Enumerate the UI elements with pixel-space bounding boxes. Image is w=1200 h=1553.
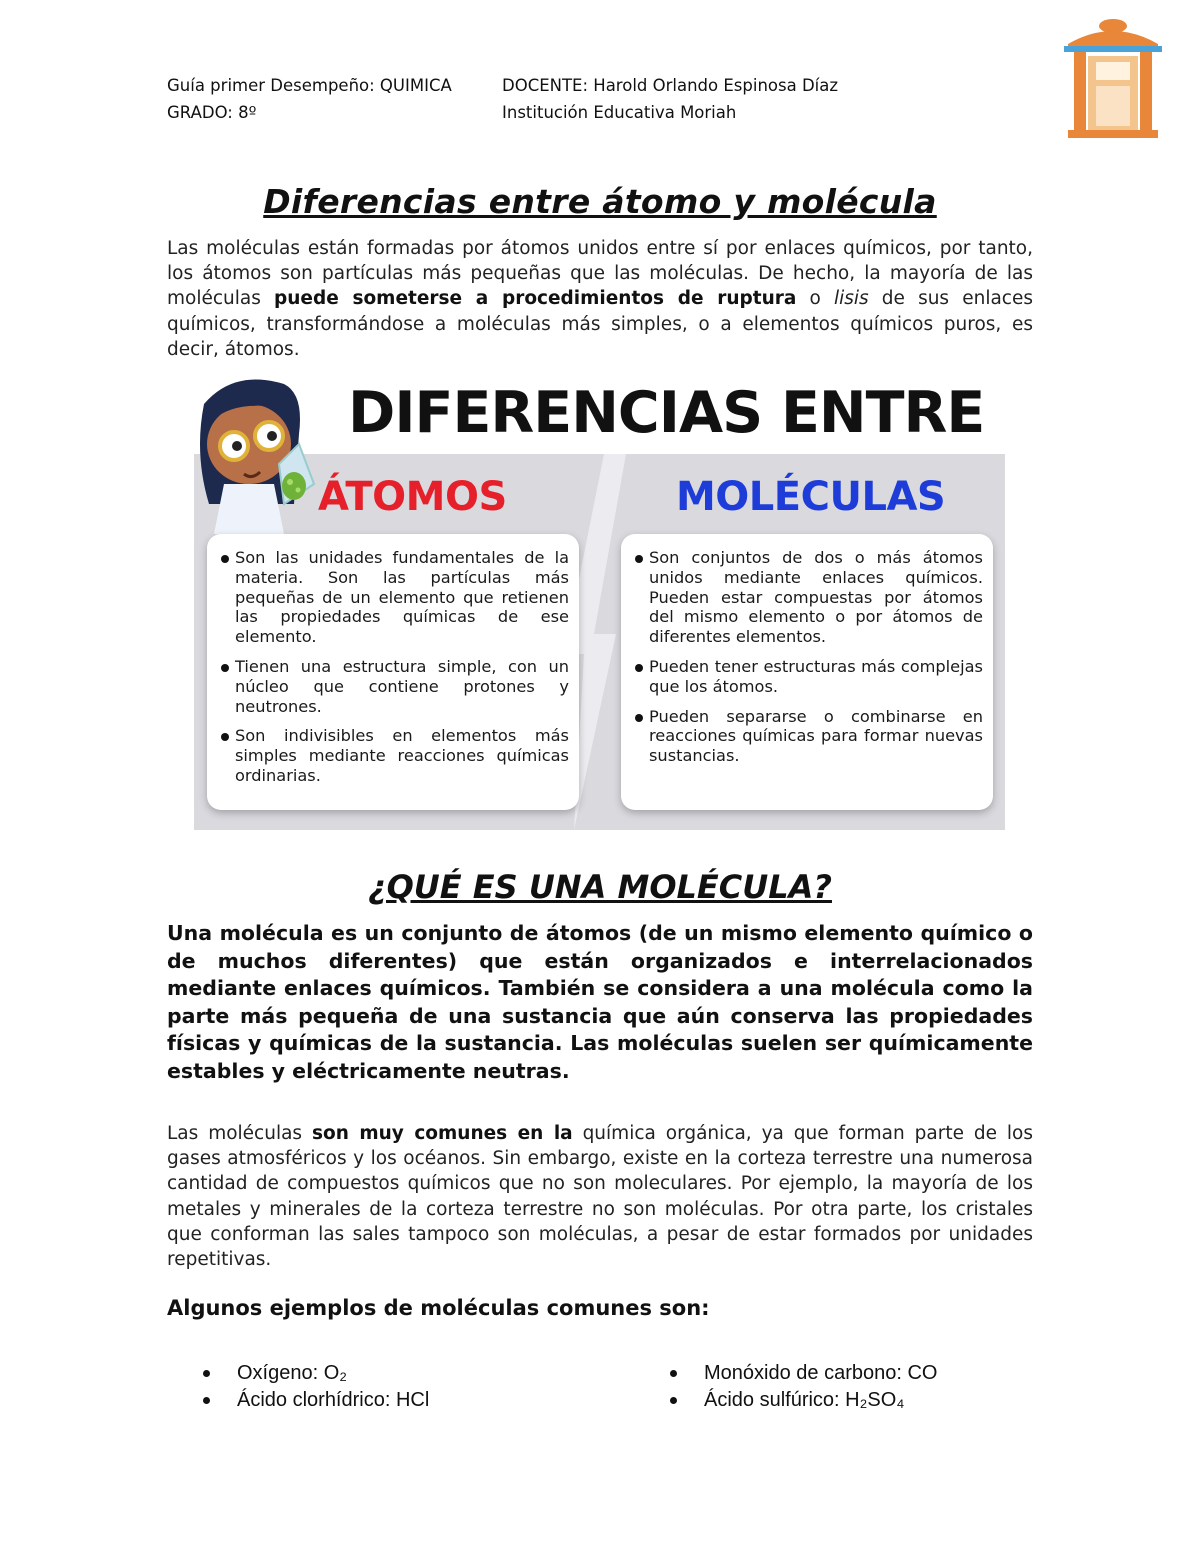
institution-line: Institución Educativa Moriah (502, 103, 737, 122)
atoms-heading: ÁTOMOS (318, 474, 507, 520)
atoms-card (207, 534, 579, 810)
example-item: Monóxido de carbono: CO (670, 1360, 937, 1387)
section-title-molecule: ¿QUÉ ES UNA MOLÉCULA? (368, 868, 832, 906)
molecules-point: Pueden separarse o combinarse en reacciones químicas para formar nuevas sustancias. (633, 707, 983, 766)
molecules-common-paragraph: Las moléculas son muy comunes en la química orgánica, ya que forman parte de los gases atmosféricos y los océanos. Sin embargo, existe en la corteza terrestre una numerosa cantidad de compuestos químicos que no son moleculares. Por ejemplo, la mayoría de los metales y minerales de la corteza terrestre no son moléculas. Por otra parte, los cristales que conforman las sales tampoco son moléculas, a pesar de estar formados por unidades repetitivas. (167, 1123, 1033, 1271)
atoms-point: Son indivisibles en elementos más simples mediante reacciones químicas ordinarias. (219, 726, 569, 785)
common-bold-text: son muy comunes en la (311, 1123, 573, 1144)
infographic-title: DIFERENCIAS ENTRE (348, 380, 985, 446)
header-right (502, 72, 838, 126)
atoms-point: Tienen una estructura simple, con un núcleo que contiene protones y neutrones. (219, 657, 569, 716)
examples-heading: Algunos ejemplos de moléculas comunes son: (167, 1296, 710, 1320)
molecule-definition-paragraph: Una molécula es un conjunto de átomos (de un mismo elemento químico o de muchos diferentes) que están organizados e interrelacionados mediante enlaces químicos. También se considera a una molécula como la parte más pequeña de una sustancia que aún conserva las propiedades físicas y químicas de la sustancia. Las moléculas suelen ser químicamente estables y eléctricamente neutras. (167, 921, 1033, 1083)
subject-line: Guía primer Desempeño: QUIMICA (167, 76, 452, 95)
page-title: Diferencias entre átomo y molécula (263, 182, 937, 221)
examples-list-right (670, 1360, 937, 1414)
intro-paragraph: Las moléculas están formadas por átomos unidos entre sí por enlaces químicos, por tanto, los átomos son partículas más pequeñas que las moléculas. De hecho, la mayoría de las moléculas puede someterse a procedimientos de ruptura o lisis de sus enlaces químicos, transformándose a moléculas más simples, o a elementos químicos puros, es decir, átomos. (167, 238, 1033, 360)
molecules-card (621, 534, 993, 810)
atoms-point: Son las unidades fundamentales de la materia. Son las partículas más pequeñas de un elemento que retienen las propiedades químicas de ese elemento. (219, 548, 569, 647)
header-left (167, 72, 452, 126)
molecules-point: Son conjuntos de dos o más átomos unidos mediante enlaces químicos. Pueden estar compuestas por átomos del mismo elemento o por átomos de diferentes elementos. (633, 548, 983, 647)
intro-bold-text: puede someterse a procedimientos de ruptura (274, 288, 797, 310)
example-item: Oxígeno: O₂ (203, 1360, 429, 1387)
grade-line: GRADO: 8º (167, 103, 257, 122)
scientist-girl-icon (194, 374, 329, 534)
intro-italic-text: lisis (833, 288, 869, 310)
institution-logo-icon (1060, 16, 1166, 140)
teacher-line: DOCENTE: Harold Orlando Espinosa Díaz (502, 76, 839, 95)
molecules-point: Pueden tener estructuras más complejas que los átomos. (633, 657, 983, 697)
examples-list-left (203, 1360, 429, 1414)
differences-infographic (194, 374, 1005, 830)
example-item: Ácido clorhídrico: HCl (203, 1387, 429, 1414)
example-item: Ácido sulfúrico: H₂SO₄ (670, 1387, 937, 1414)
molecules-heading: MOLÉCULAS (676, 474, 946, 520)
